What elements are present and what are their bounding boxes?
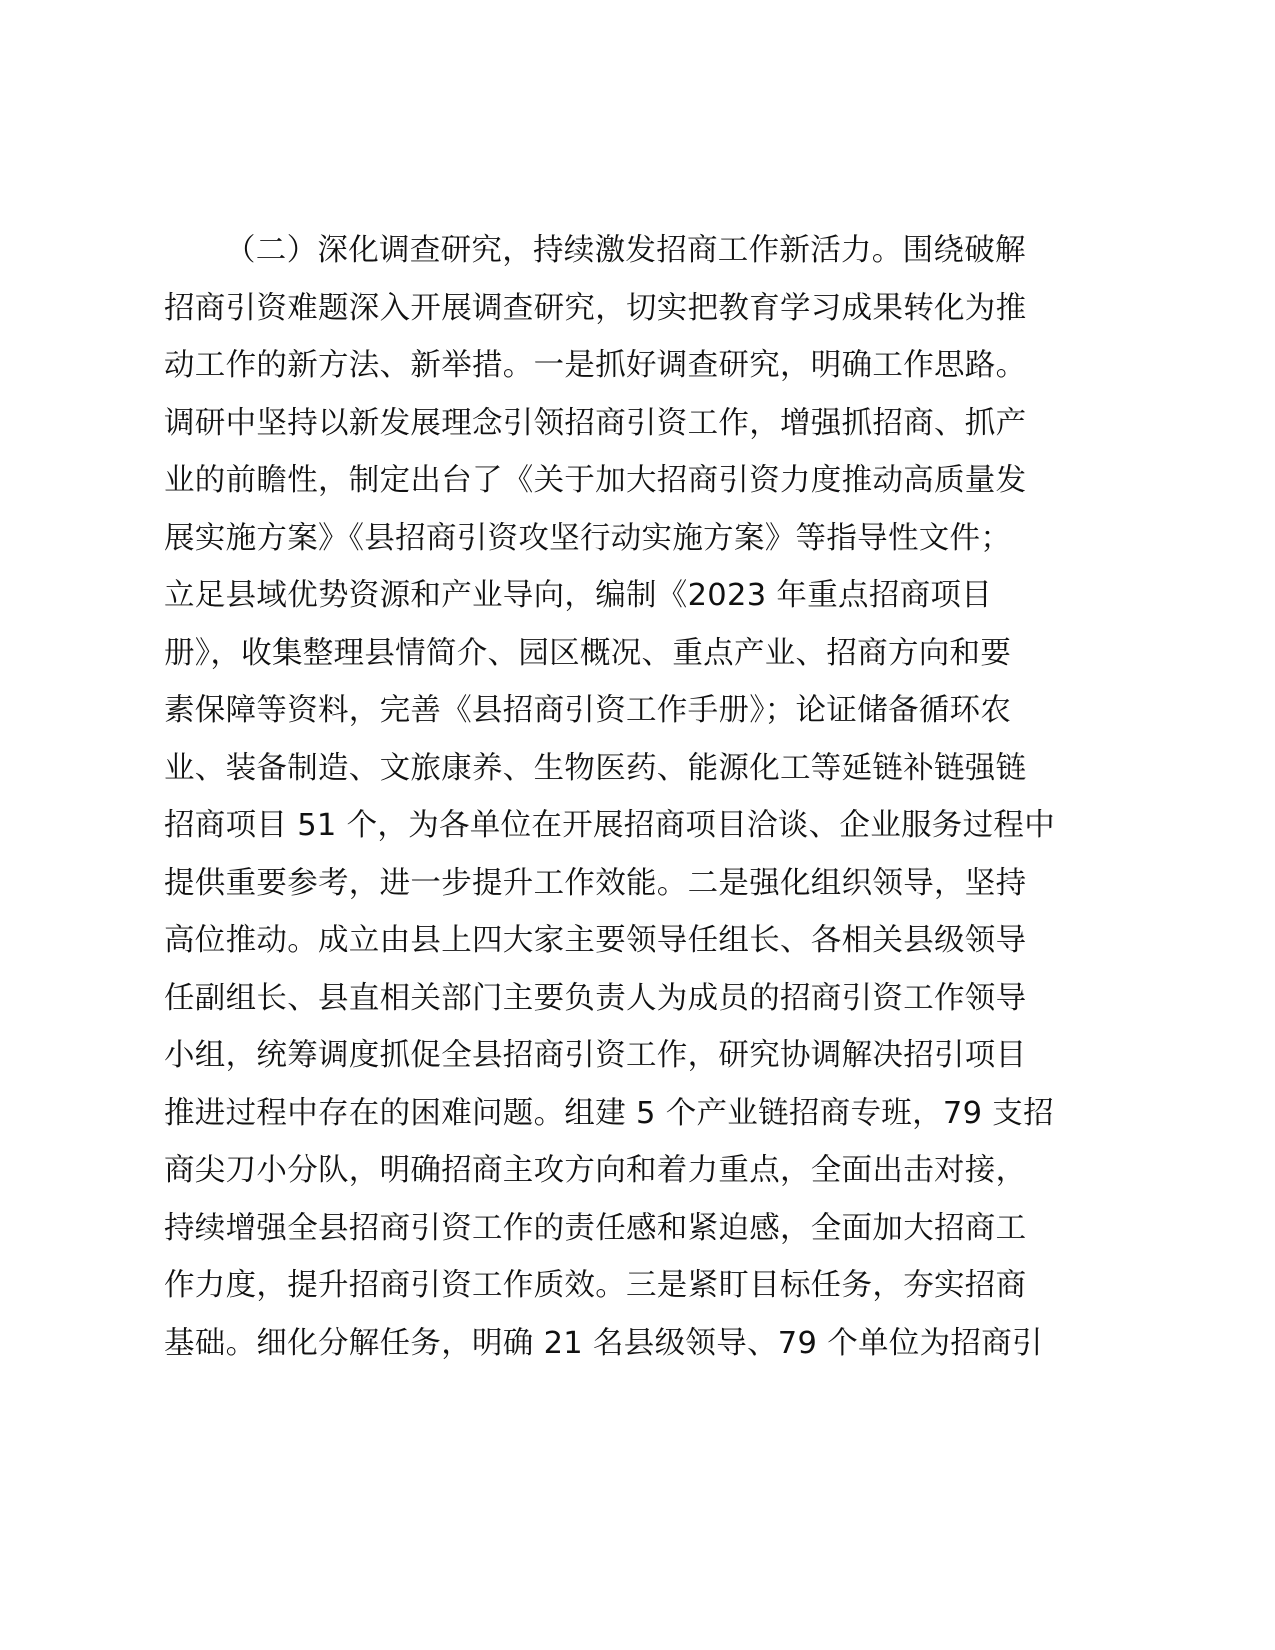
paragraph-line: 业、装备制造、文旅康养、生物医药、能源化工等延链补链强链 [164,750,1027,786]
paragraph-line: 作力度，提升招商引资工作质效。三是紧盯目标任务，夯实招商 [164,1268,1027,1303]
paragraph-line: 任副组长、县直相关部门主要负责人为成员的招商引资工作领导 [164,980,1027,1016]
paragraph-line: 小组，统筹调度抓促全县招商引资工作，研究协调解决招引项目 [164,1038,1027,1073]
paragraph-line: 素保障等资料，完善《县招商引资工作手册》；论证储备循环农 [164,693,1012,728]
body-paragraph [164,222,1124,1372]
paragraph-line: 册》，收集整理县情简介、园区概况、重点产业、招商方向和要 [164,635,1012,671]
paragraph-line: 动工作的新方法、新举措。一是抓好调查研究，明确工作思路。 [164,348,1027,383]
paragraph-line: 推进过程中存在的困难问题。组建 5 个产业链招商专班，79 支招 [164,1095,1054,1131]
paragraph-line: 招商项目 51 个，为各单位在开展招商项目洽谈、企业服务过程中 [164,808,1055,843]
paragraph-line: 展实施方案》《县招商引资攻坚行动实施方案》等指导性文件； [164,520,1012,556]
paragraph-line: （二）深化调查研究，持续激发招商工作新活力。围绕破解 [225,233,1026,268]
paragraph-line: 持续增强全县招商引资工作的责任感和紧迫感，全面加大招商工 [164,1210,1027,1246]
paragraph-line: 招商引资难题深入开展调查研究，切实把教育学习成果转化为推 [164,290,1027,326]
paragraph-line: 立足县域优势资源和产业导向，编制《2023 年重点招商项目 [164,578,993,613]
paragraph-line: 调研中坚持以新发展理念引领招商引资工作，增强抓招商、抓产 [164,405,1027,441]
paragraph-line: 基础。细化分解任务，明确 21 名县级领导、79 个单位为招商引 [164,1325,1043,1361]
paragraph-line: 提供重要参考，进一步提升工作效能。二是强化组织领导，坚持 [164,865,1027,901]
paragraph-line: 商尖刀小分队，明确招商主攻方向和着力重点，全面出击对接， [164,1153,1027,1188]
paragraph-line: 高位推动。成立由县上四大家主要领导任组长、各相关县级领导 [164,923,1027,958]
paragraph-line: 业的前瞻性，制定出台了《关于加大招商引资力度推动高质量发 [164,463,1027,498]
